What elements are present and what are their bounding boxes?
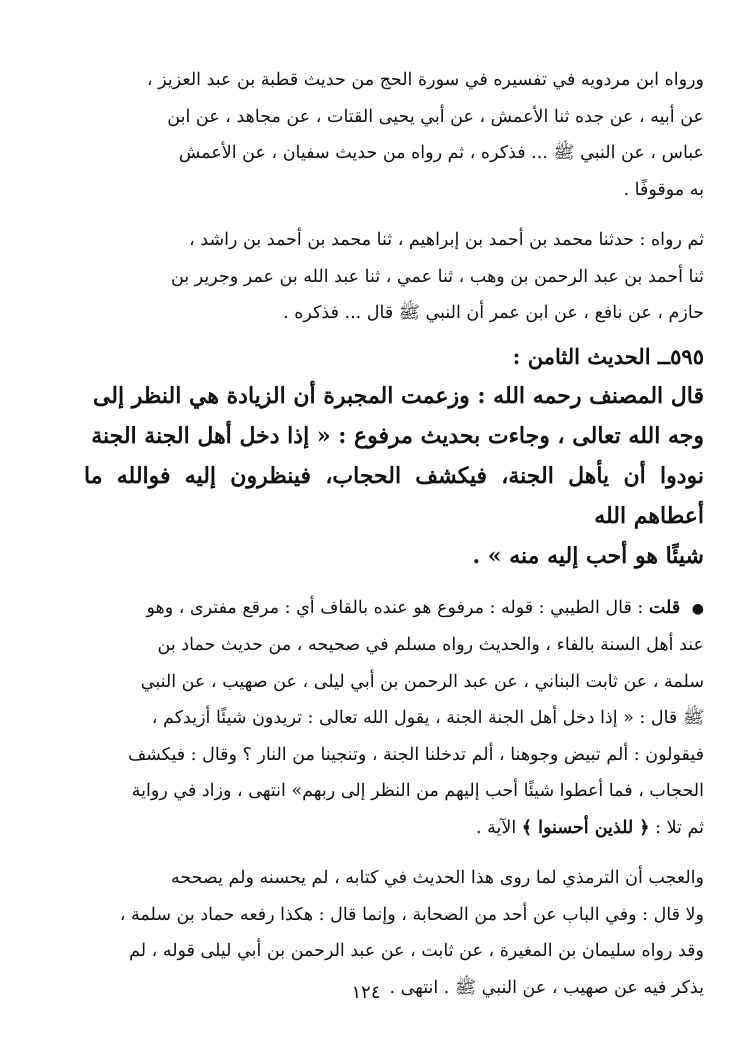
- text-span: الآية .: [475, 817, 517, 838]
- text-line: فيقولون : ألم تبيض وجوهنا ، ألم تدخلنا الجنة ، وتنجينا من النار ؟ وقال : فيكشف: [128, 744, 704, 765]
- text-line: الحجاب ، فما أعطوا شيئًا أحب إليهم من النظر إلى ربهم» انتهى ، وزاد في رواية: [131, 781, 704, 801]
- quran-verse: ﴿ للذين أحسنوا ﴾: [521, 817, 650, 838]
- text-line: عن أبيه ، عن جده ثنا الأعمش ، عن أبي يحيى القتات ، عن مجاهد ، عن ابن: [167, 106, 704, 127]
- page-body: [84, 62, 704, 1006]
- quote-line: شيئًا هو أحب إليه منه » .: [472, 542, 704, 569]
- text-line: حازم ، عن نافع ، عن ابن عمر أن النبي ﷺ قال ... فذكره .: [283, 303, 704, 323]
- text-line: به موقوفًا .: [623, 179, 704, 200]
- commentary-first-line: [84, 590, 704, 628]
- commentary: [84, 590, 704, 847]
- text-line: ورواه ابن مردويه في تفسيره في سورة الحج من حديث قطبة بن عبد العزيز ،: [146, 70, 704, 90]
- text-line: ولا قال : وفي الباب عن أحد من الصحابة ، وإنما قال : هكذا رفعه حماد بن سلمة ،: [119, 904, 704, 925]
- text-line: ثم رواه : حدثنا محمد بن أحمد بن إبراهيم ، ثنا محمد بن أحمد بن راشد ،: [189, 230, 704, 250]
- bullet-icon: ●: [691, 600, 704, 617]
- commentary-last-line: [84, 810, 704, 847]
- text-line: يذكر فيه عن صهيب ، عن النبي ﷺ . انتهى .: [389, 977, 704, 998]
- quote-line: قال المصنف رحمه الله : وزعمت المجبرة أن الزيادة هي النظر إلى: [92, 382, 704, 409]
- text-line: والعجب أن الترمذي لما روى هذا الحديث في كتابه ، لم يحسنه ولم يصححه: [170, 868, 704, 888]
- text-line: ثنا أحمد بن عبد الرحمن بن وهب ، ثنا عمي ، ثنا عبد الله بن عمر وجرير بن: [170, 266, 704, 287]
- paragraph-2: [84, 222, 704, 332]
- author-quote: [84, 376, 704, 576]
- quote-line: نودوا أن يأهل الجنة، فيكشف الحجاب، فينظرون إليه فوالله ما أعطاهم الله: [84, 462, 704, 529]
- text-line: سلمة ، عن ثابت البناني ، عن عبد الرحمن بن أبي ليلى ، عن صهيب ، عن النبي: [140, 671, 704, 692]
- text-line: وقد رواه سليمان بن المغيرة ، عن ثابت ، عن عبد الرحمن بن أبي ليلى قوله ، لم: [129, 941, 704, 961]
- text-line: عباس ، عن النبي ﷺ ... فذكره ، ثم رواه من حديث سفيان ، عن الأعمش: [178, 143, 704, 163]
- hadith-heading: ٥٩٥ــ الحديث الثامن :: [512, 343, 704, 369]
- text-line: عند أهل السنة بالفاء ، والحديث رواه مسلم في صحيحه ، من حديث حماد بن: [157, 635, 704, 655]
- text-span: : قال الطيبي : قوله : مرفوع هو عنده بالقاف أي : مرقع مفترى ، وهو: [146, 597, 644, 618]
- text-line: ﷺ قال : « إذا دخل أهل الجنة الجنة ، يقول الله تعالى : تريدون شيئًا أزيدكم ،: [151, 708, 704, 728]
- text-span: ثم تلا :: [655, 817, 704, 838]
- commentary-label: قلت: [648, 597, 681, 618]
- quote-line: وجه الله تعالى ، وجاءت بحديث مرفوع : « إذا دخل أهل الجنة الجنة: [91, 422, 704, 449]
- paragraph-1: [84, 62, 704, 208]
- page-number: ١٢٤: [351, 982, 381, 1003]
